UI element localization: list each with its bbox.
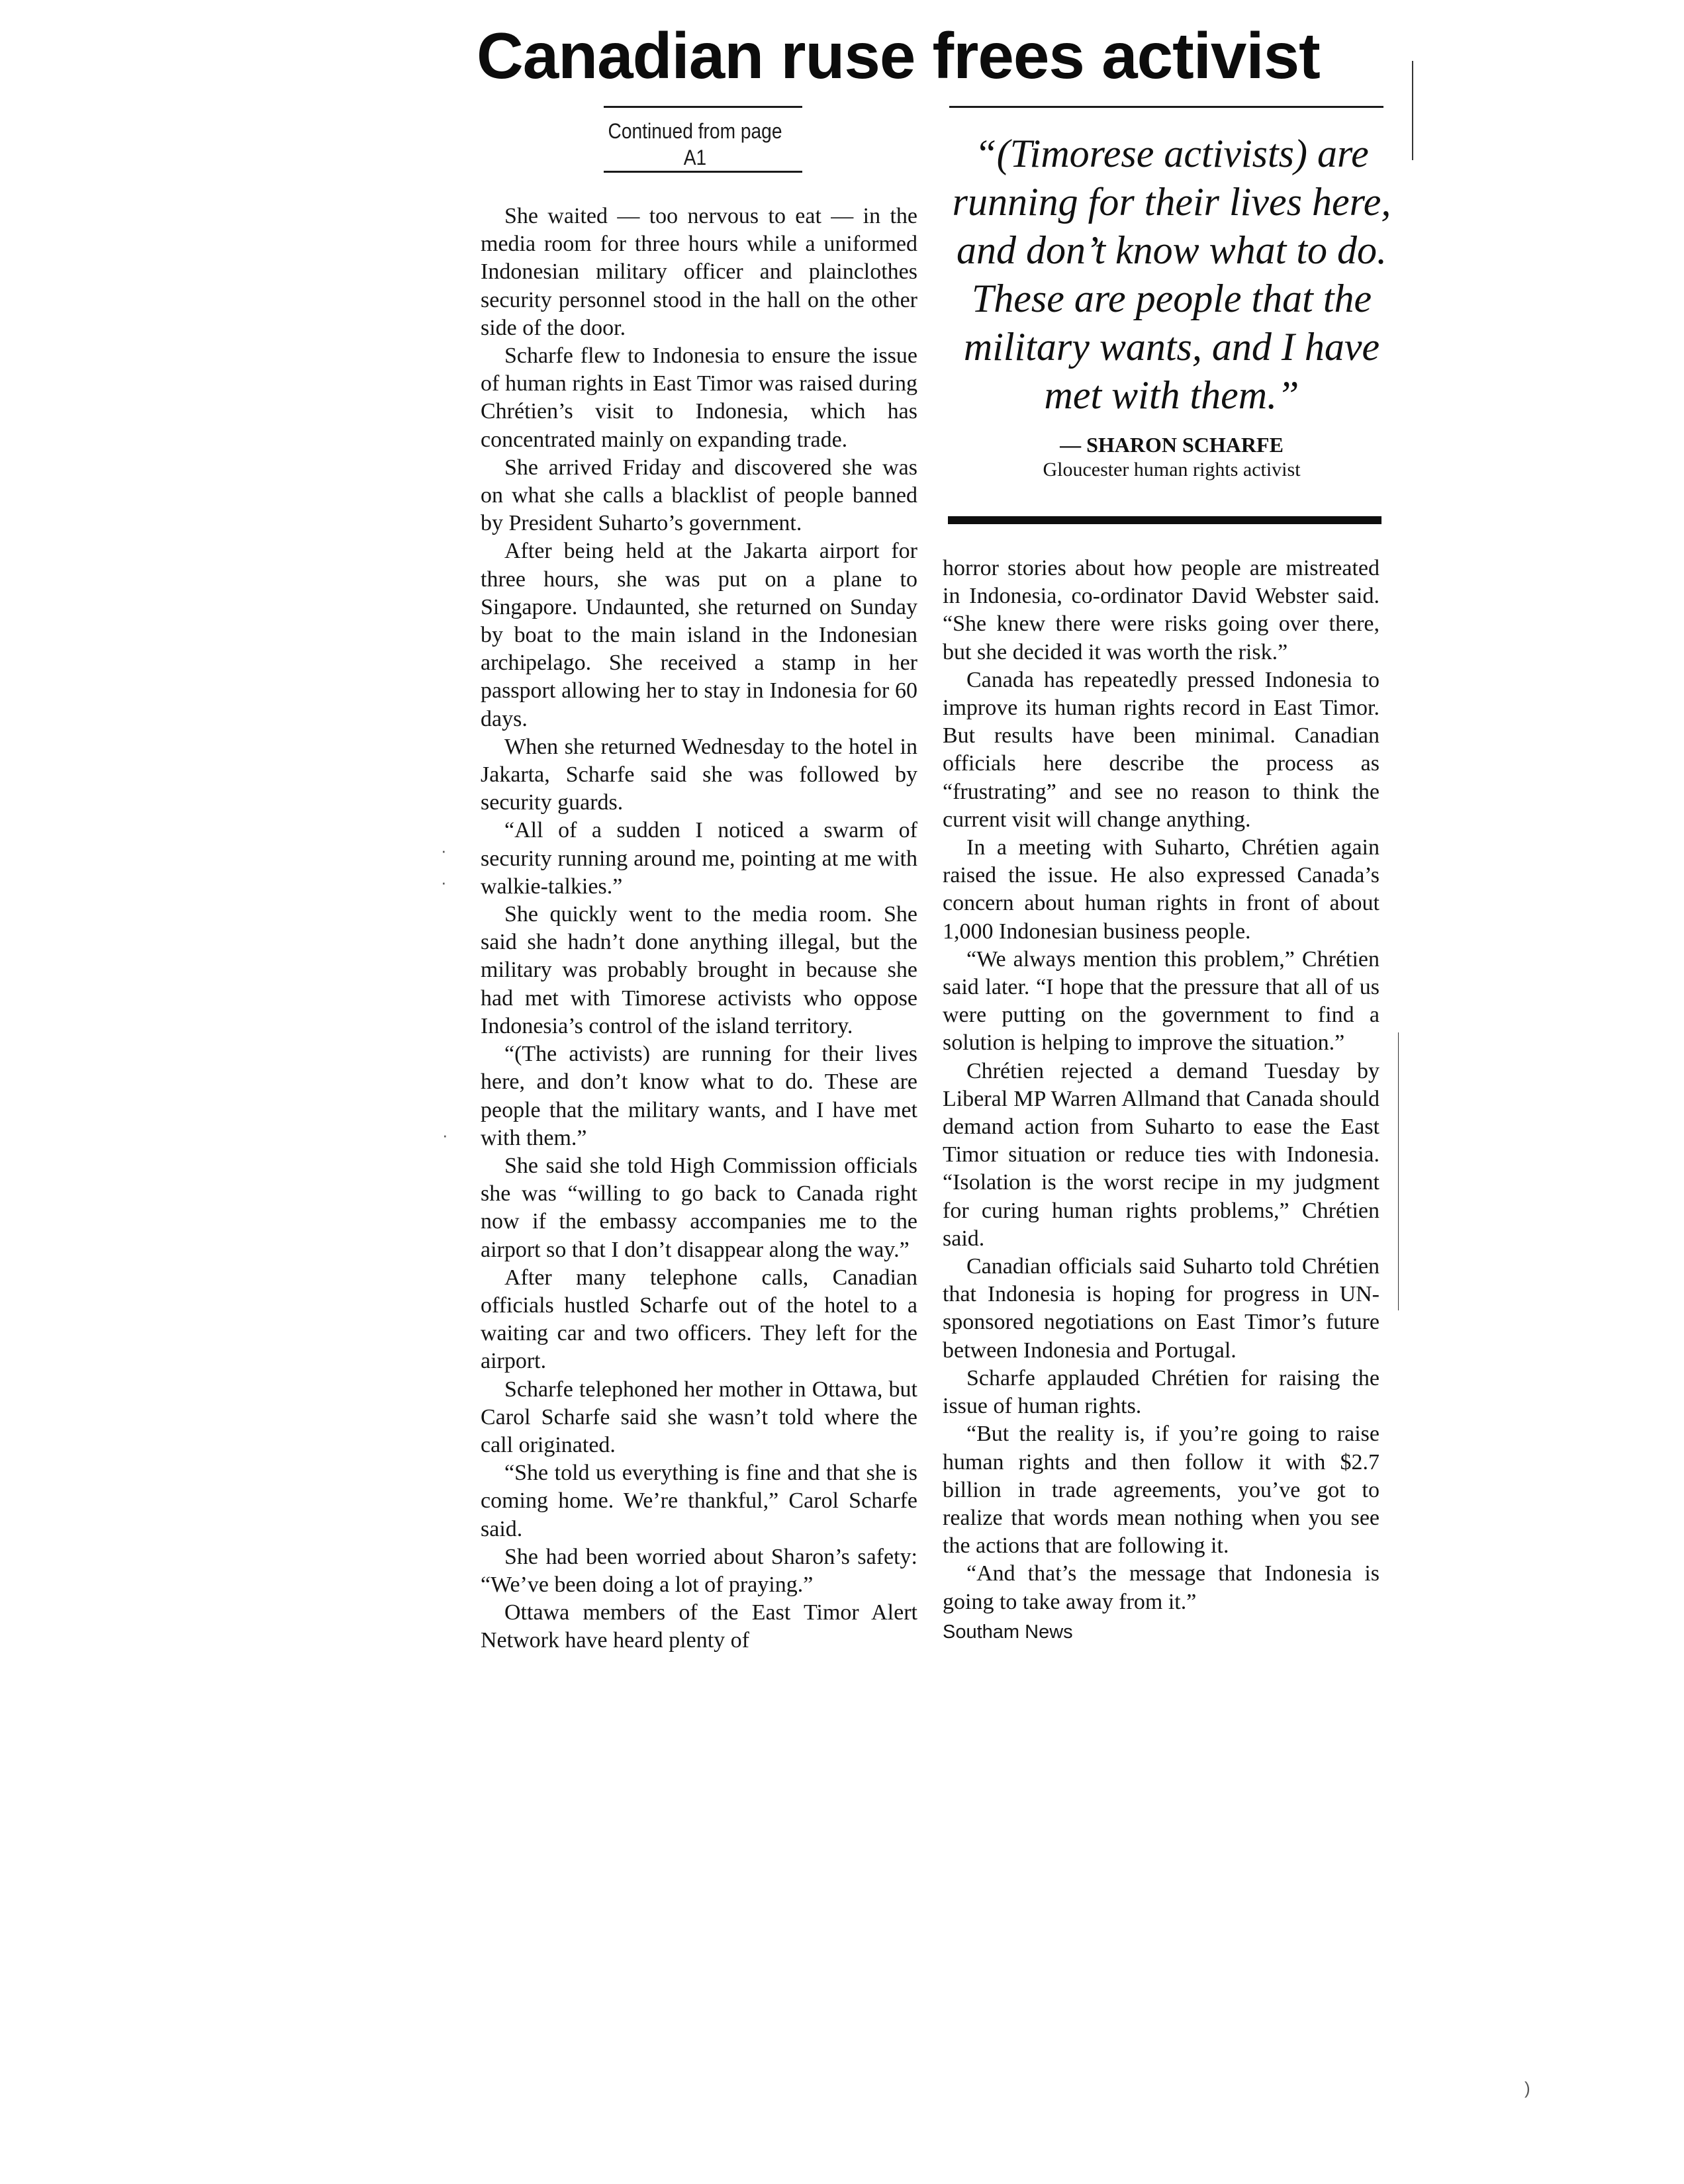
left-column xyxy=(481,203,917,1655)
continued-bottom-rule xyxy=(604,171,802,173)
paragraph: Chrétien rejected a demand Tuesday by Liberal MP Warren Allmand that Canada should demand action from Suharto to ease the East Timor situation or reduce ties with Indonesia. “Isolation is the worst recipe in my judgment for curing human rights problems,” Chrétien said. xyxy=(943,1058,1380,1251)
paragraph: Scharfe telephoned her mother in Ottawa, but Carol Scharfe said she wasn’t told where the call originated. xyxy=(481,1377,917,1457)
scan-mark: · xyxy=(441,872,447,892)
headline: Canadian ruse frees activist xyxy=(477,19,1320,92)
scan-mark: ) xyxy=(1524,2078,1530,2098)
quote-role: Gloucester human rights activist xyxy=(1043,459,1301,480)
paragraph: She had been worried about Sharon’s safety: “We’ve been doing a lot of praying.” xyxy=(481,1544,917,1597)
paragraph: She arrived Friday and discovered she was on what she calls a blacklist of people banned by President Suharto’s government. xyxy=(481,455,917,536)
scan-mark: · xyxy=(441,841,447,860)
quote-top-rule xyxy=(949,106,1383,108)
continued-line: Continued from page A1 xyxy=(608,119,782,169)
paragraph: After many telephone calls, Canadian officials hustled Scharfe out of the hotel to a waiting car and two officers. They left for the airport. xyxy=(481,1265,917,1374)
paragraph: horror stories about how people are mistreated in Indonesia, co-ordinator David Webster said. “She knew there were risks going over there, but she decided it was worth the risk.” xyxy=(943,556,1380,664)
paragraph: When she returned Wednesday to the hotel in Jakarta, Scharfe said she was followed by security guards. xyxy=(481,734,917,815)
right-column xyxy=(943,555,1380,1644)
pull-quote-block xyxy=(947,130,1397,482)
scan-edge-line xyxy=(1398,1032,1399,1310)
paragraph: “(The activists) are running for their lives here, and don’t know what to do. These are people that the military wants, and I have met with them.” xyxy=(481,1042,917,1150)
paragraph: “But the reality is, if you’re going to raise human rights and then follow it with $2.7 billion in trade agreements, you’ve got to realize that words mean nothing when you see the actions that are following it. xyxy=(943,1422,1380,1559)
continued-top-rule xyxy=(604,106,802,108)
paragraph: “And that’s the message that Indonesia is going to take away from it.” xyxy=(943,1561,1380,1614)
paragraph: Ottawa members of the East Timor Alert Network have heard plenty of xyxy=(481,1600,917,1653)
paragraph: “We always mention this problem,” Chrétien said later. “I hope that the pressure that all of us were putting on the government to find a solution is helping to improve the situation.” xyxy=(943,946,1380,1056)
paragraph: She waited — too nervous to eat — in the media room for three hours while a uniformed Indonesian military officer and plainclothes security personnel stood in the hall on the other side of the door. xyxy=(481,204,917,340)
paragraph: “She told us everything is fine and that she is coming home. We’re thankful,” Carol Scharfe said. xyxy=(481,1461,917,1541)
paragraph: “All of a sudden I noticed a swarm of security running around me, pointing at me with walkie-talkies.” xyxy=(481,818,917,899)
scan-edge-line xyxy=(1412,61,1413,160)
paragraph: She said she told High Commission officials she was “willing to go back to Canada right now if the embassy accompanies me to the airport so that I don’t disappear along the way.” xyxy=(481,1153,917,1262)
paragraph: She quickly went to the media room. She said she hadn’t done anything illegal, but the military was probably brought in because she had met with Timorese activists who oppose Indonesia’s control of the island territory. xyxy=(481,902,917,1038)
paragraph: Scharfe flew to Indonesia to ensure the issue of human rights in East Timor was raised during Chrétien’s visit to Indonesia, which has concentrated mainly on expanding trade. xyxy=(481,343,917,452)
scan-mark: · xyxy=(442,1125,448,1145)
quote-attribution: — SHARON SCHARFE xyxy=(1060,433,1284,457)
news-credit: Southam News xyxy=(943,1621,1073,1643)
quote-bottom-rule xyxy=(948,516,1381,524)
paragraph: Canadian officials said Suharto told Chrétien that Indonesia is hoping for progress in UN-sponsored negotiations on East Timor’s future between Indonesia and Portugal. xyxy=(943,1254,1380,1363)
paragraph: Canada has repeatedly pressed Indonesia to improve its human rights record in East Timor. But results have been minimal. Canadian officials here describe the process as “frustrating” and see no reason to think the current visit will change anything. xyxy=(943,667,1380,832)
paragraph: After being held at the Jakarta airport for three hours, she was put on a plane to Singapore. Undaunted, she returned on Sunday by boat to the main island in the Indonesian archipelago. She received a stamp in her passport allowing her to stay in Indonesia for 60 days. xyxy=(481,539,917,731)
paragraph: Scharfe applauded Chrétien for raising the issue of human rights. xyxy=(943,1365,1380,1419)
paragraph: In a meeting with Suharto, Chrétien again raised the issue. He also expressed Canada’s concern about human rights in front of about 1,000 Indonesian business people. xyxy=(943,835,1380,944)
pull-quote: “(Timorese activists) are running for their lives here, and don’t know what to do. These are people that the military wants, and I have met with them.” xyxy=(952,132,1391,417)
